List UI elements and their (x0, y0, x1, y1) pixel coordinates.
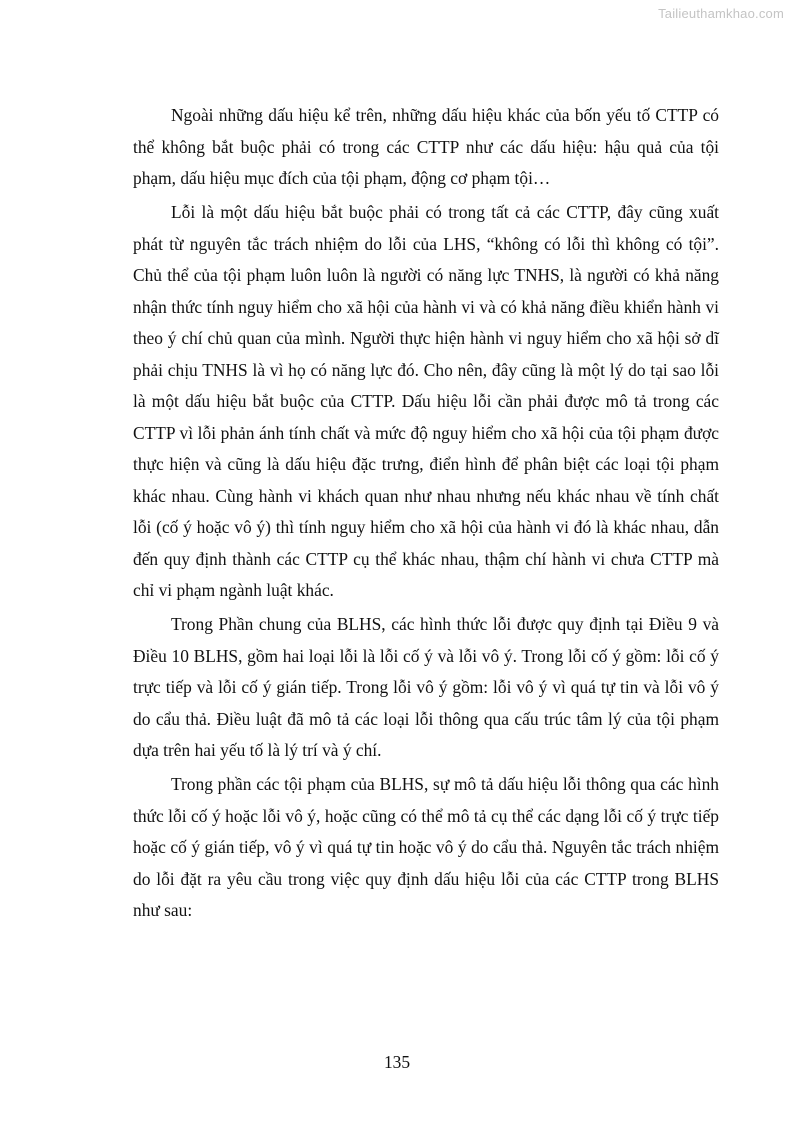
paragraph-1: Ngoài những dấu hiệu kể trên, những dấu hiệu khác của bốn yếu tố CTTP có thể không bắt buộc phải có trong các CTTP như các dấu hiệu: hậu quả của tội phạm, dấu hiệu mục đích của tội phạm, động cơ phạm tội… (133, 105, 719, 188)
paragraph-3: Trong Phần chung của BLHS, các hình thức lỗi được quy định tại Điều 9 và Điều 10 BLHS, gồm hai loại lỗi là lỗi cố ý và lỗi vô ý. Trong lỗi cố ý gồm: lỗi cố ý trực tiếp và lỗi cố ý gián tiếp. Trong lỗi vô ý gồm: lỗi vô ý vì quá tự tin và lỗi vô ý do cẩu thả. Điều luật đã mô tả các loại lỗi thông qua cấu trúc tâm lý của tội phạm dựa trên hai yếu tố là lý trí và ý chí. (133, 614, 719, 760)
watermark-text: Tailieuthamkhao.com (658, 6, 784, 21)
page-number: 135 (383, 1052, 411, 1072)
paragraph-4: Trong phần các tội phạm của BLHS, sự mô tả dấu hiệu lỗi thông qua các hình thức lỗi cố ý hoặc lỗi vô ý, hoặc cũng có thể mô tả cụ thể các dạng lỗi cố ý trực tiếp hoặc cố ý gián tiếp, vô ý vì quá tự tin hoặc vô ý do cẩu thả. Nguyên tắc trách nhiệm do lỗi đặt ra yêu cầu trong việc quy định dấu hiệu lỗi của các CTTP trong BLHS như sau: (133, 774, 719, 920)
paragraph-2: Lỗi là một dấu hiệu bắt buộc phải có trong tất cả các CTTP, đây cũng xuất phát từ nguyên tắc trách nhiệm do lỗi của LHS, “không có lỗi thì không có tội”. Chủ thể của tội phạm luôn luôn là người có năng lực TNHS, là người có khả năng nhận thức tính nguy hiểm cho xã hội của hành vi và có khả năng điều khiển hành vi theo ý chí chủ quan của mình. Người thực hiện hành vi nguy hiểm cho xã hội sở dĩ phải chịu TNHS là vì họ có năng lực đó. Cho nên, đây cũng là một lý do tại sao lỗi là một dấu hiệu bắt buộc của CTTP. Dấu hiệu lỗi cần phải được mô tả trong các CTTP vì lỗi phản ánh tính chất và mức độ nguy hiểm cho xã hội của tội phạm được thực hiện và cũng là dấu hiệu đặc trưng, điển hình để phân biệt các loại tội phạm khác nhau. Cùng hành vi khách quan như nhau nhưng nếu khác nhau về tính chất lỗi (cố ý hoặc vô ý) thì tính nguy hiểm cho xã hội của hành vi đó là khác nhau, dẫn đến quy định thành các CTTP cụ thể khác nhau, thậm chí hành vi chưa CTTP mà chỉ vi phạm ngành luật khác. (133, 202, 719, 600)
document-body (133, 100, 719, 929)
